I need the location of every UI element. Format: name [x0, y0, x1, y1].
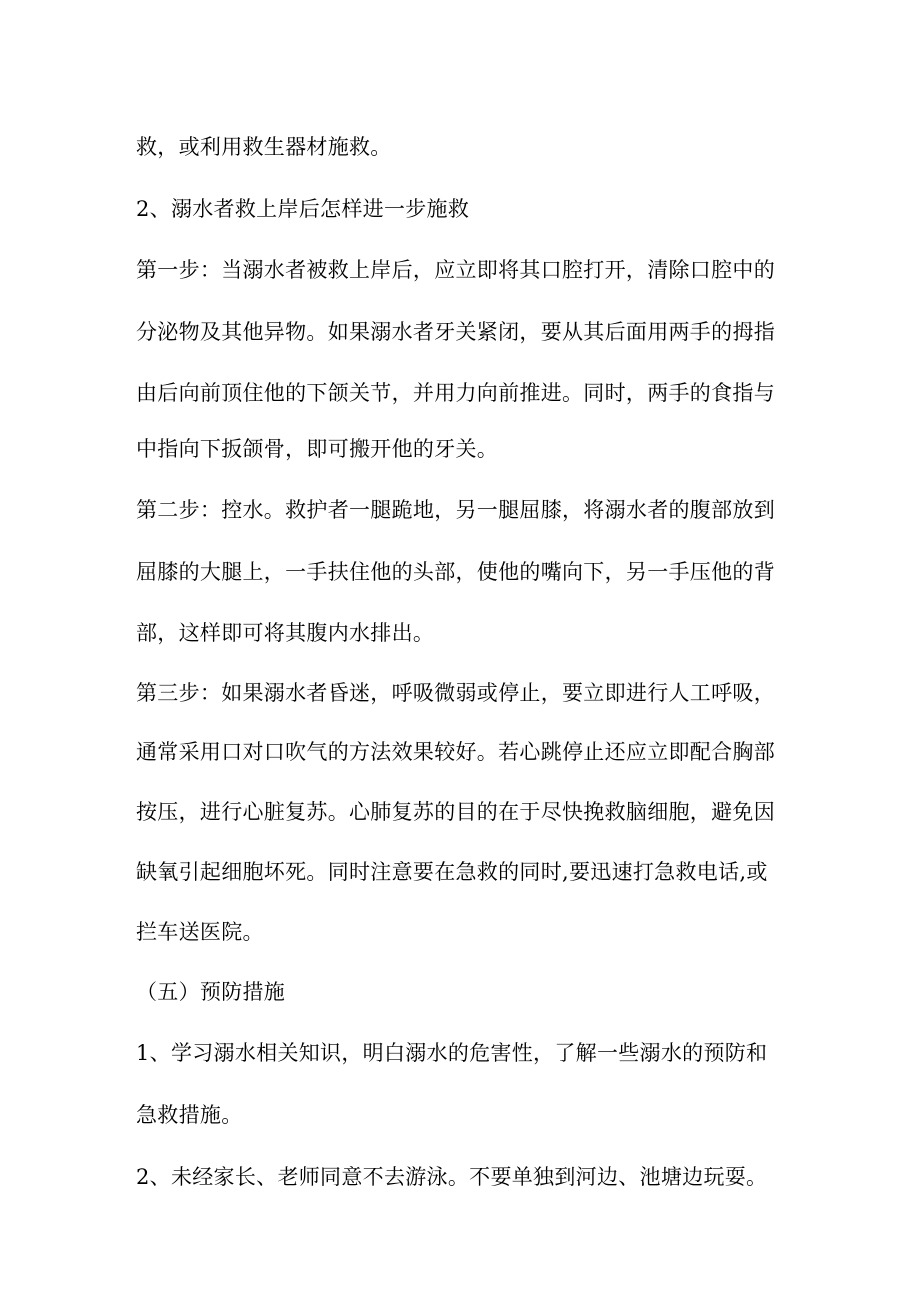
text-line: 第二步：控水。救护者一腿跪地，另一腿屈膝，将溺水者的腹部放到	[136, 498, 775, 522]
text-line: 部，这样即可将其腹内水排出。	[136, 621, 435, 645]
text-line: 屈膝的大腿上，一手扶住他的头部，使他的嘴向下，另一手压他的背	[136, 560, 775, 584]
text-line: 通常采用口对口吹气的方法效果较好。若心跳停止还应立即配合胸部	[136, 740, 775, 764]
text-line: 救，或利用救生器材施救。	[136, 135, 392, 159]
text-line: 拦车送医院。	[136, 920, 264, 944]
text-line: 中指向下扳颌骨，即可搬开他的牙关。	[136, 437, 499, 461]
text-line: 第一步：当溺水者被救上岸后，应立即将其口腔打开，清除口腔中的	[136, 258, 775, 282]
text-line: 缺氧引起细胞坏死。同时注意要在急救的同时,要迅速打急救电话,或	[136, 860, 768, 884]
text-line: 分泌物及其他异物。如果溺水者牙关紧闭，要从其后面用两手的拇指	[136, 320, 775, 344]
text-line: 按压，进行心脏复苏。心肺复苏的目的在于尽快挽救脑细胞，避免因	[136, 800, 775, 824]
text-line: 由后向前顶住他的下颌关节，并用力向前推进。同时，两手的食指与	[136, 381, 775, 405]
subheading-line: 2、溺水者救上岸后怎样进一步施救	[136, 197, 470, 221]
section-heading: （五）预防措施	[136, 980, 286, 1004]
text-line: 第三步：如果溺水者昏迷，呼吸微弱或停止，要立即进行人工呼吸，	[136, 681, 775, 705]
text-line: 2、未经家长、老师同意不去游泳。不要单独到河边、池塘边玩耍。	[136, 1165, 768, 1189]
text-line: 急救措施。	[136, 1103, 243, 1127]
text-line: 1、学习溺水相关知识，明白溺水的危害性，了解一些溺水的预防和	[136, 1041, 768, 1065]
